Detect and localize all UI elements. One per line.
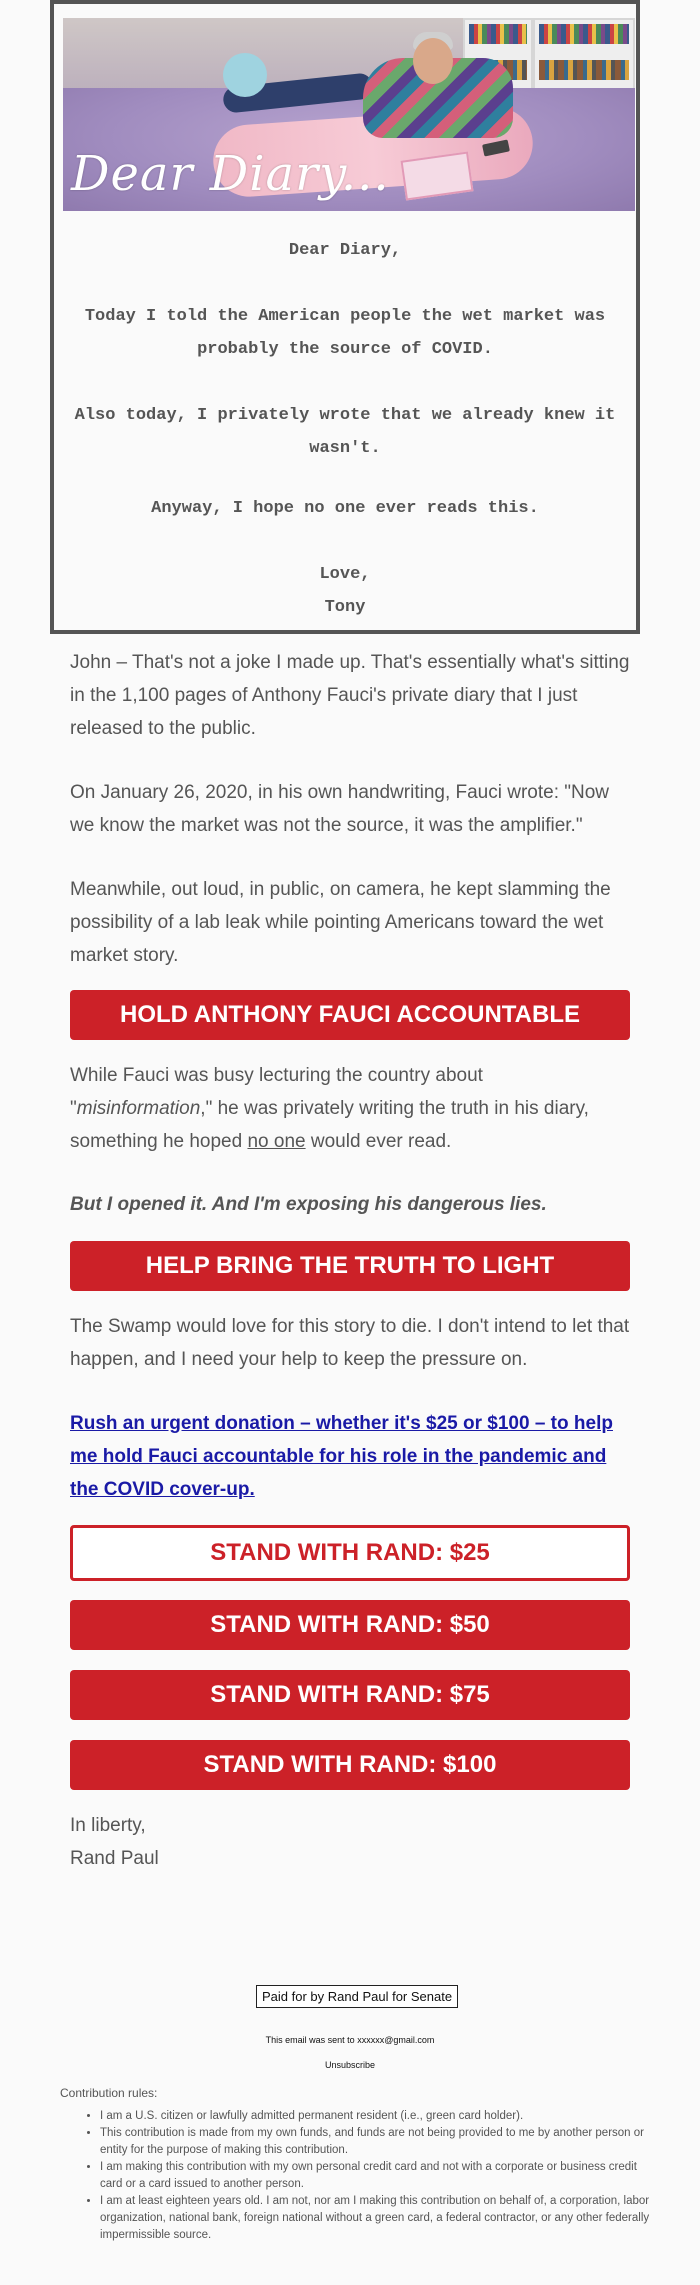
paid-for-disclaimer: Paid for by Rand Paul for Senate <box>256 1985 458 2008</box>
diary-line-1: Today I told the American people the wet market was probably the source of COVID. <box>84 307 606 359</box>
paragraph-intro: John – That's not a joke I made up. That's essentially what's sitting in the 1,100 pages of Anthony Fauci's private diary that I just released to the public. <box>70 652 630 739</box>
rule-item: • I am at least eighteen years old. I am not, nor am I making this contribution on behalf of, a corporation, labor organization, national bank, foreign national without a green card, a federal contractor, or any other federally impermissible source. <box>100 2193 660 2244</box>
paragraph-quote: On January 26, 2020, in his own handwriting, Fauci wrote: "Now we know the market was not the source, it was the amplifier." <box>70 782 610 836</box>
diary-closing: Love, <box>319 565 371 584</box>
paragraph-public: Meanwhile, out loud, in public, on camera, he kept slamming the possibility of a lab leak while pointing Americans toward the wet market story. <box>70 879 611 966</box>
donate-25-button[interactable]: STAND WITH RAND: $25 <box>70 1525 630 1581</box>
diary-line-3: Anyway, I hope no one ever reads this. <box>151 499 539 518</box>
contribution-rules-list <box>80 2108 660 2244</box>
signoff-line: In liberty, <box>70 1815 146 1836</box>
unsubscribe-link[interactable]: Unsubscribe <box>324 2060 376 2070</box>
diary-salutation: Dear Diary, <box>288 241 402 260</box>
recipient-name: John <box>70 652 112 673</box>
rule-item: • I am making this contribution with my own personal credit card and not with a corporate or business credit card or a card issued to another person. <box>100 2159 660 2193</box>
donate-100-button[interactable]: STAND WITH RAND: $100 <box>70 1740 630 1790</box>
paragraph-swamp: The Swamp would love for this story to die. I don't intend to let that happen, and I need your help to keep the pressure on. <box>70 1316 630 1370</box>
signoff-name: Rand Paul <box>70 1848 159 1869</box>
help-bring-truth-button[interactable]: HELP BRING THE TRUTH TO LIGHT <box>70 1241 630 1291</box>
rule-item: • This contribution is made from my own funds, and funds are not being provided to me by another person or entity for the purpose of making this contribution. <box>100 2125 660 2159</box>
hero-image <box>63 18 635 211</box>
donate-75-button[interactable]: STAND WITH RAND: $75 <box>70 1670 630 1720</box>
paragraph-misinformation: While Fauci was busy lecturing the country about "misinformation," he was privately writing the truth in his diary, something he hoped no one would ever read. <box>70 1065 589 1152</box>
hold-fauci-accountable-button[interactable]: HOLD ANTHONY FAUCI ACCOUNTABLE <box>70 990 630 1040</box>
paragraph-exposing: But I opened it. And I'm exposing his dangerous lies. <box>70 1194 547 1215</box>
diary-line-2: Also today, I privately wrote that we already knew it wasn't. <box>74 406 616 458</box>
sent-to-notice: This email was sent to xxxxxx@gmail.com <box>265 2035 435 2045</box>
hero-title: Dear Diary... <box>71 146 390 202</box>
contribution-rules-title: Contribution rules: <box>60 2086 158 2100</box>
diary-signature: Tony <box>324 598 366 617</box>
donate-link[interactable]: Rush an urgent donation – whether it's $25 or $100 – to help me hold Fauci accountable for his role in the pandemic and the COVID cover-up. <box>70 1413 613 1500</box>
rule-item: • I am a U.S. citizen or lawfully admitted permanent resident (i.e., green card holder). <box>100 2108 660 2125</box>
diary-card <box>50 0 640 634</box>
donate-50-button[interactable]: STAND WITH RAND: $50 <box>70 1600 630 1650</box>
